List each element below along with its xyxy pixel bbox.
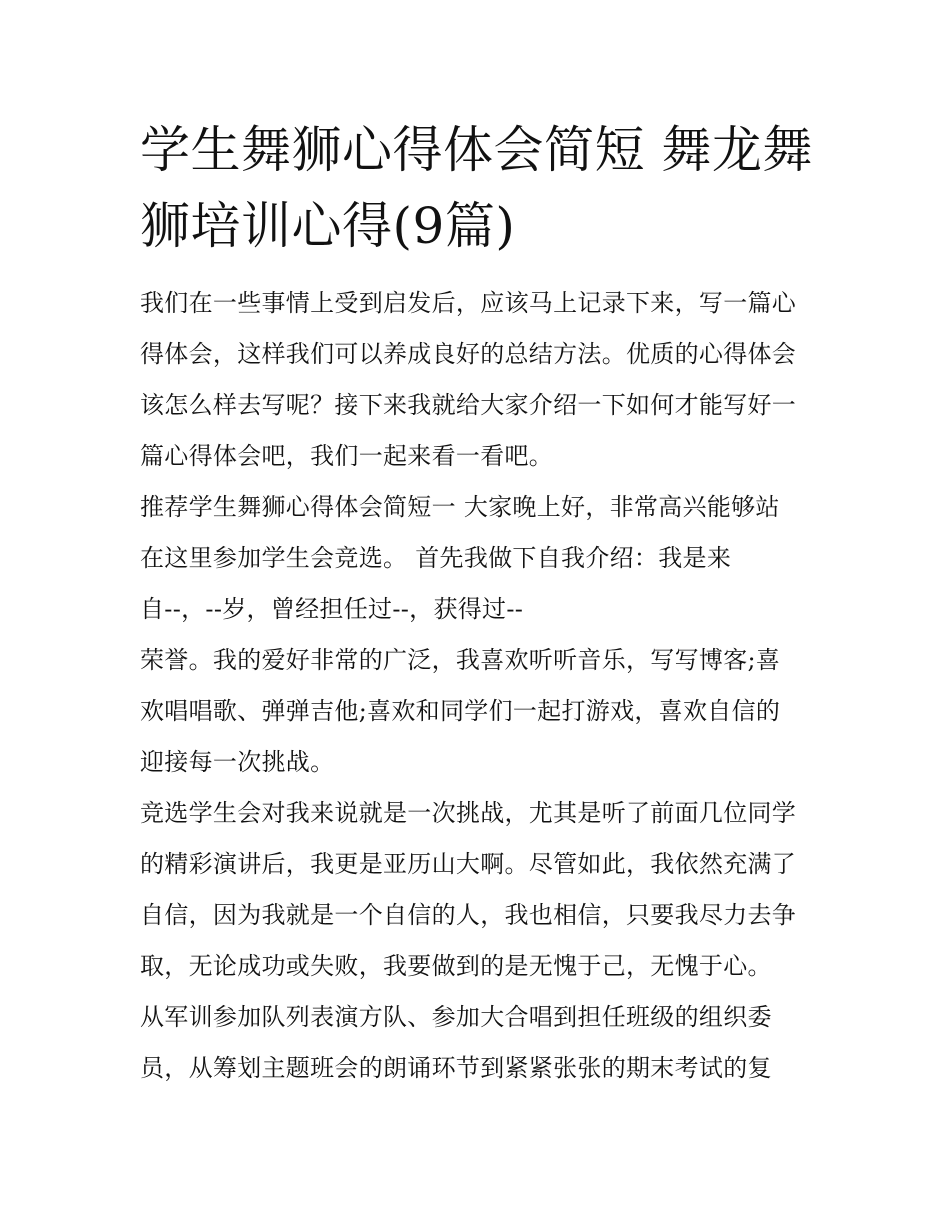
title-line: 狮培训心得(9篇) bbox=[140, 197, 516, 255]
body-line: 该怎么样去写呢？接下来我就给大家介绍一下如何才能写好一 bbox=[140, 391, 797, 419]
body-line: 得体会，这样我们可以养成良好的总结方法。优质的心得体会 bbox=[140, 340, 797, 368]
body-line: 迎接每一次挑战。 bbox=[140, 748, 335, 776]
body-line: 从军训参加队列表演方队、参加大合唱到担任班级的组织委 bbox=[140, 1003, 772, 1031]
body-line: 荣誉。我的爱好非常的广泛，我喜欢听听音乐，写写博客;喜 bbox=[140, 646, 781, 674]
body-line: 推荐学生舞狮心得体会简短一 大家晚上好，非常高兴能够站 bbox=[140, 493, 780, 521]
body-line: 在这里参加学生会竞选。 首先我做下自我介绍：我是来 bbox=[140, 544, 732, 572]
body-line: 自--，--岁，曾经担任过--，获得过-- bbox=[140, 595, 524, 623]
body-line: 自信，因为我就是一个自信的人，我也相信，只要我尽力去争 bbox=[140, 901, 797, 929]
body-line: 欢唱唱歌、弹弹吉他;喜欢和同学们一起打游戏，喜欢自信的 bbox=[140, 697, 781, 725]
body-line: 的精彩演讲后，我更是亚历山大啊。尽管如此，我依然充满了 bbox=[140, 850, 797, 878]
body-line: 我们在一些事情上受到启发后，应该马上记录下来，写一篇心 bbox=[140, 289, 797, 317]
document-title bbox=[140, 112, 820, 264]
title-line: 学生舞狮心得体会简短 舞龙舞 bbox=[140, 121, 813, 179]
body-line: 篇心得体会吧，我们一起来看一看吧。 bbox=[140, 442, 554, 470]
body-line: 员，从筹划主题班会的朗诵环节到紧紧张张的期末考试的复 bbox=[140, 1054, 772, 1082]
body-line: 竞选学生会对我来说就是一次挑战，尤其是听了前面几位同学 bbox=[140, 799, 797, 827]
document-body bbox=[140, 278, 820, 1094]
body-line: 取，无论成功或失败，我要做到的是无愧于己，无愧于心。 bbox=[140, 952, 772, 980]
